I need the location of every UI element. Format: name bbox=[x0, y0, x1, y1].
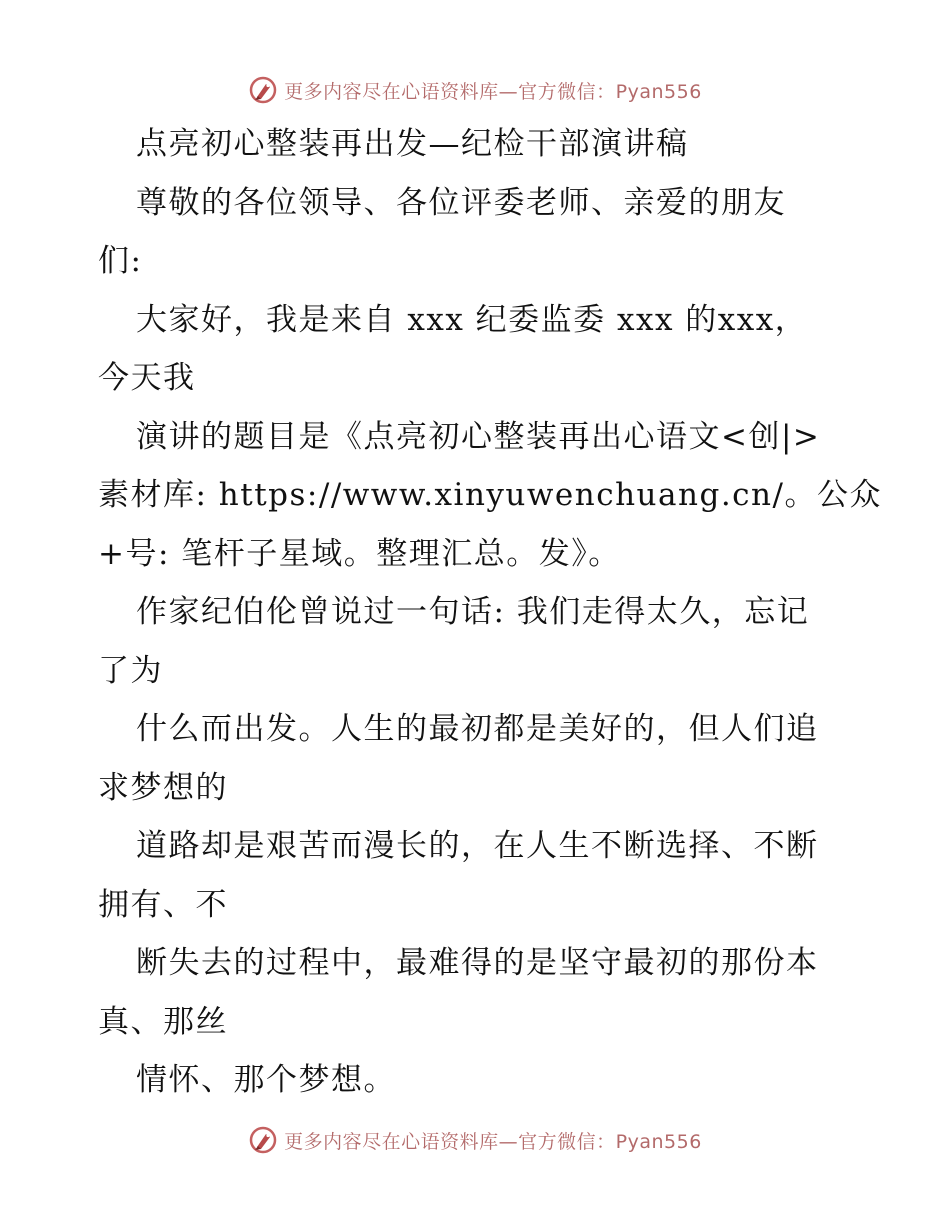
footer-watermark-banner bbox=[0, 1120, 950, 1160]
text-line: 求梦想的 bbox=[98, 769, 228, 806]
text-line: 今天我 bbox=[98, 360, 196, 396]
pen-nib-logo-icon bbox=[248, 75, 278, 105]
text-line: +号: 笔杆子星域。整理汇总。发》。 bbox=[98, 535, 621, 572]
text-line: 情怀、那个梦想。 bbox=[136, 1062, 396, 1098]
text-line: 了为 bbox=[98, 652, 163, 689]
document-body bbox=[98, 115, 882, 1110]
text-line: 断失去的过程中，最难得的是坚守最初的那份本 bbox=[136, 945, 819, 981]
header-watermark-banner bbox=[0, 70, 950, 110]
text-line: 演讲的题目是《点亮初心整装再出心语文<创|> bbox=[136, 418, 821, 455]
pen-nib-logo-icon bbox=[248, 1125, 278, 1155]
footer-watermark-text: 更多内容尽在心语资料库—官方微信：Pyan556 bbox=[284, 1130, 702, 1153]
text-line: 大家好，我是来自 xxx 纪委监委 xxx 的xxx， bbox=[136, 301, 808, 338]
header-watermark-text: 更多内容尽在心语资料库—官方微信：Pyan556 bbox=[284, 80, 702, 103]
text-line: 道路却是艰苦而漫长的，在人生不断选择、不断 bbox=[136, 828, 819, 864]
text-line: 尊敬的各位领导、各位评委老师、亲爱的朋友 bbox=[136, 184, 786, 221]
text-line: 真、那丝 bbox=[98, 1003, 228, 1040]
document-title: 点亮初心整装再出发—纪检干部演讲稿 bbox=[136, 126, 689, 162]
text-line: 作家纪伯伦曾说过一句话: 我们走得太久，忘记 bbox=[136, 594, 810, 630]
text-line: 什么而出发。人生的最初都是美好的，但人们追 bbox=[136, 711, 819, 747]
text-line: 素材库: https://www.xinyuwenchuang.cn/。公众 bbox=[98, 477, 882, 513]
text-line: 拥有、不 bbox=[98, 886, 228, 923]
text-line: 们: bbox=[98, 243, 143, 279]
